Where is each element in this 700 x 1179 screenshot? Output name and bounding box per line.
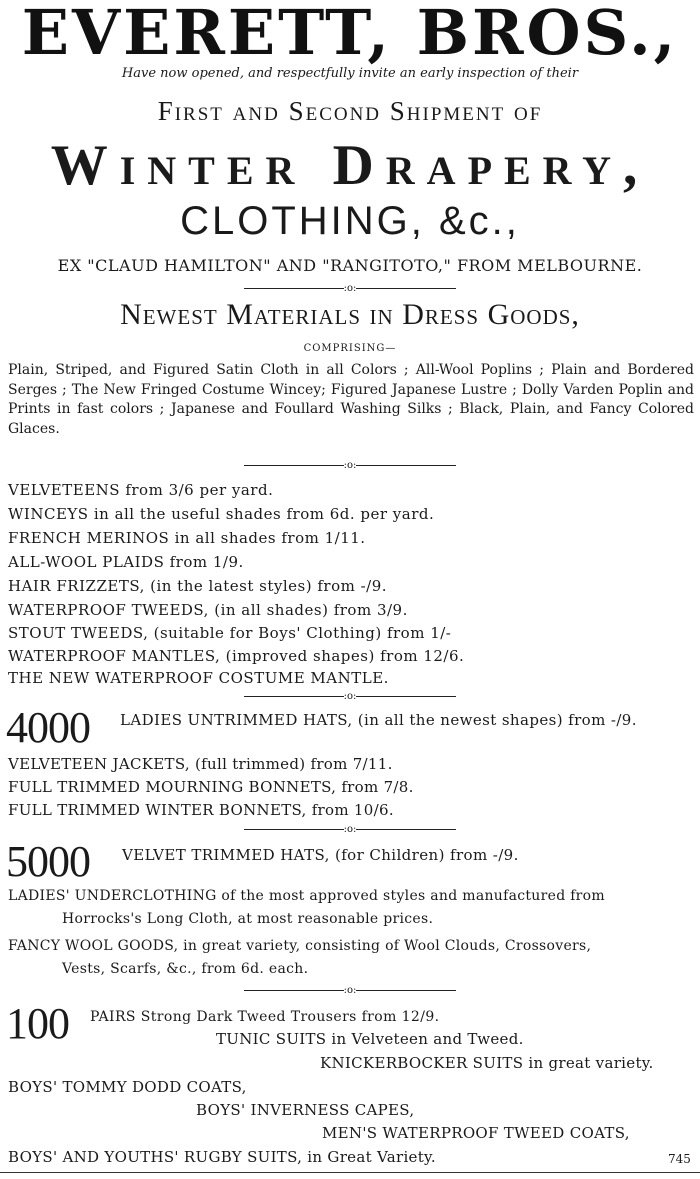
separator-mark: :o: xyxy=(343,460,357,471)
clothing-heading: CLOTHING, &c., xyxy=(180,199,520,243)
separator xyxy=(0,691,700,702)
underclothing-line: LADIES' UNDERCLOTHING of the most approved styles and manufactured from xyxy=(8,888,605,904)
ladies-hats-quantity: 4000 xyxy=(6,703,90,752)
trousers-quantity: 100 xyxy=(6,999,69,1048)
separator-mark: :o: xyxy=(343,824,357,835)
suit-line: BOYS' AND YOUTHS' RUGBY SUITS, in Great Variety. xyxy=(8,1148,436,1166)
ladies-hats-text: LADIES UNTRIMMED HATS, (in all the newest shapes) from -/9. xyxy=(120,711,637,729)
wool-goods-line: FANCY WOOL GOODS, in great variety, consisting of Wool Clouds, Crossovers, xyxy=(8,938,592,954)
list-item: FULL TRIMMED WINTER BONNETS, from 10/6. xyxy=(8,801,394,819)
list-item: WINCEYS in all the useful shades from 6d. per yard. xyxy=(8,505,435,523)
children-hats-text: VELVET TRIMMED HATS, (for Children) from -/9. xyxy=(122,846,519,864)
page-number: 745 xyxy=(668,1152,691,1166)
separator xyxy=(0,283,700,294)
firm-name: EVERETT, BROS., xyxy=(21,0,679,69)
bottom-rule xyxy=(0,1172,700,1173)
list-item: WATERPROOF MANTLES, (improved shapes) from 12/6. xyxy=(8,647,465,665)
suit-line: KNICKERBOCKER SUITS in great variety. xyxy=(320,1054,654,1072)
list-item: VELVETEENS from 3/6 per yard. xyxy=(8,481,274,499)
list-item: WATERPROOF TWEEDS, (in all shades) from 3/9. xyxy=(8,601,408,619)
dress-goods-text: Plain, Striped, and Figured Satin Cloth in all Colors ; All-Wool Poplins ; Plain and Bordered Serges ; The New Fringed Costume Wincey; Figured Japanese Lustre ; Dolly Varden Poplin and Prints in fast colors ; Japanese and Foullard Washing Silks ; Black, Plain, and Fancy Colored Glaces. xyxy=(8,362,694,437)
intro-line: Have now opened, and respectfully invite an early inspection of their xyxy=(121,66,579,81)
underclothing-line: Horrocks's Long Cloth, at most reasonable prices. xyxy=(62,911,434,927)
dress-goods-heading: Newest Materials in Dress Goods, xyxy=(120,298,580,331)
ship-origin-line: EX "CLAUD HAMILTON" AND "RANGITOTO," FROM MELBOURNE. xyxy=(57,256,643,275)
separator xyxy=(0,985,700,996)
children-hats-quantity: 5000 xyxy=(6,837,90,886)
separator-mark: :o: xyxy=(343,691,357,702)
list-item: FRENCH MERINOS in all shades from 1/11. xyxy=(8,529,366,547)
separator-mark: :o: xyxy=(343,283,357,294)
separator-mark: :o: xyxy=(343,985,357,996)
suit-line: BOYS' TOMMY DODD COATS, xyxy=(8,1078,247,1096)
list-item: ALL-WOOL PLAIDS from 1/9. xyxy=(8,553,244,571)
suit-line: MEN'S WATERPROOF TWEED COATS, xyxy=(322,1124,630,1142)
list-item: THE NEW WATERPROOF COSTUME MANTLE. xyxy=(8,669,389,687)
list-item: STOUT TWEEDS, (suitable for Boys' Clothing) from 1/- xyxy=(8,624,452,642)
winter-drapery-heading: Winter Drapery, xyxy=(50,134,650,197)
list-item: FULL TRIMMED MOURNING BONNETS, from 7/8. xyxy=(8,778,414,796)
suit-line: BOYS' INVERNESS CAPES, xyxy=(196,1101,415,1119)
list-item: VELVETEEN JACKETS, (full trimmed) from 7/11. xyxy=(8,755,393,773)
separator xyxy=(0,824,700,835)
shipment-heading: First and Second Shipment of xyxy=(157,96,543,126)
separator xyxy=(0,460,700,471)
list-item: HAIR FRIZZETS, (in the latest styles) from -/9. xyxy=(8,577,388,595)
comprising-label: COMPRISING— xyxy=(303,343,397,354)
suit-line: TUNIC SUITS in Velveteen and Tweed. xyxy=(216,1030,524,1048)
trousers-text: PAIRS Strong Dark Tweed Trousers from 12/9. xyxy=(90,1009,440,1025)
wool-goods-line: Vests, Scarfs, &c., from 6d. each. xyxy=(62,961,309,977)
